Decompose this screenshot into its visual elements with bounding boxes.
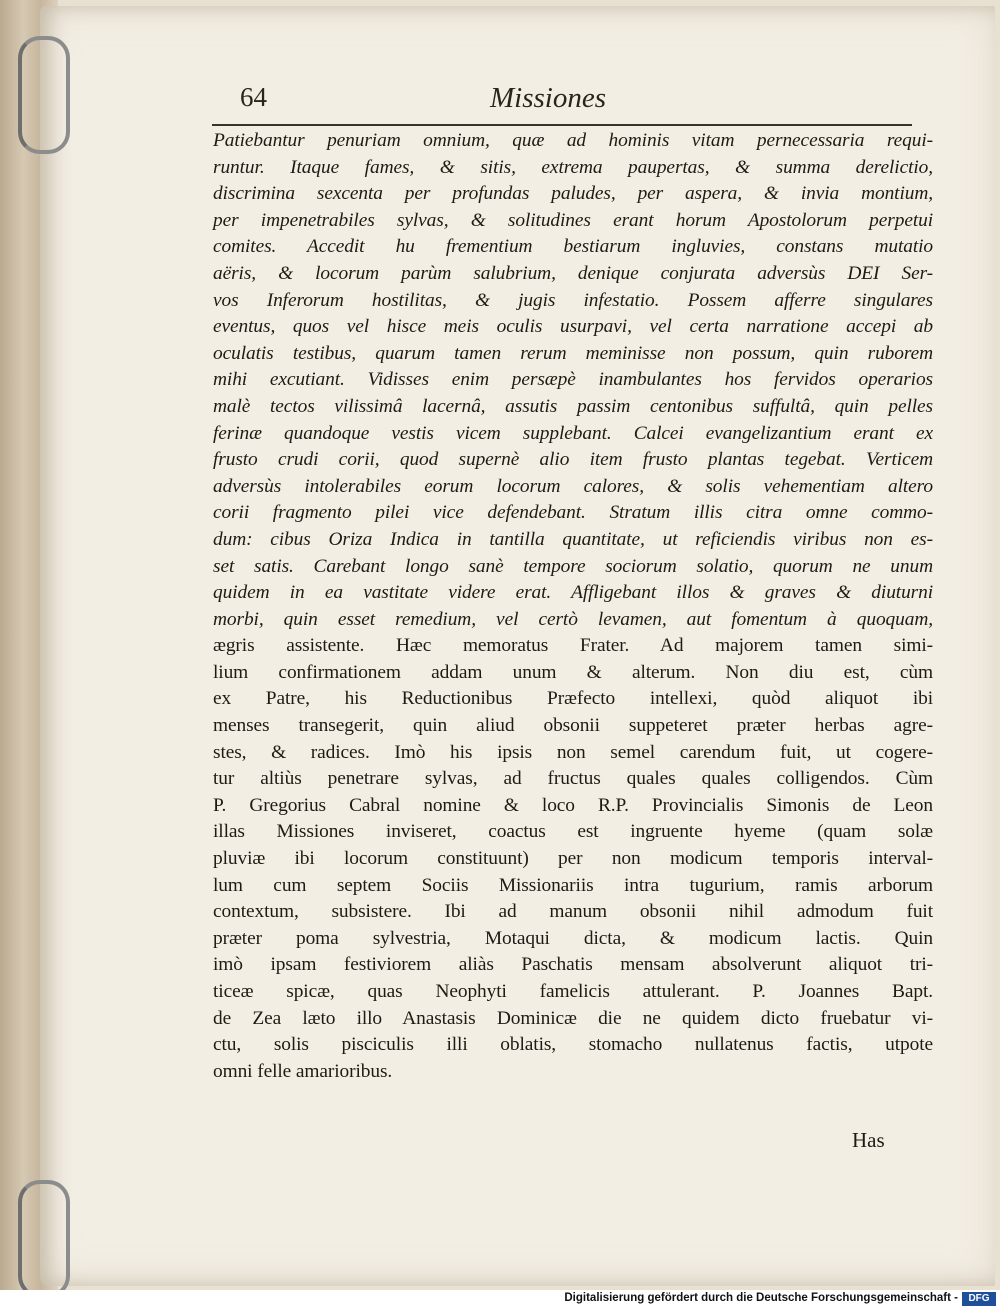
text-line: ferinæ quandoque vestis vicem supplebant. Calcei evangelizantium erant ex — [213, 422, 933, 444]
text-line: de Zea læto illo Anastasis Dominicæ die ne quidem dicto fruebatur vi- — [213, 1007, 933, 1029]
text-line: lum cum septem Sociis Missionariis intra tugurium, ramis arborum — [213, 874, 933, 896]
paper-clip-bottom — [18, 1180, 70, 1298]
text-line: ex Patre, his Reductionibus Præfecto intellexi, quòd aliquot ibi — [213, 688, 933, 710]
text-line: quidem in ea vastitate videre erat. Affligebant illos & graves & diuturni — [213, 582, 933, 604]
header-rule — [212, 124, 912, 126]
text-line: discrimina sexcenta per profundas paludes, per aspera, & invia montium, — [213, 183, 933, 205]
funding-credit: Digitalisierung gefördert durch die Deutsche Forschungsgemeinschaft - — [564, 1292, 958, 1304]
text-line: dum: cibus Oriza Indica in tantilla quantitate, ut reficiendis viribus non es- — [213, 528, 933, 550]
text-line: ticeæ spicæ, quas Neophyti famelicis attulerant. P. Joannes Bapt. — [213, 981, 933, 1002]
text-line: tur altiùs penetrare sylvas, ad fructus quales quales colligendos. Cùm — [213, 768, 933, 790]
page-number: 64 — [240, 82, 267, 112]
running-head — [240, 82, 930, 126]
text-line: stes, & radices. Imò his ipsis non semel carendum fuit, ut cogere- — [213, 741, 933, 763]
text-line: runtur. Itaque fames, & sitis, extrema paupertas, & summa derelictio, — [213, 156, 933, 178]
body-text — [213, 128, 933, 1085]
paper-clip-top — [18, 36, 70, 154]
text-line: lium confirmationem addam unum & alterum. Non diu est, cùm — [213, 661, 933, 683]
text-line: præter poma sylvestria, Motaqui dicta, & modicum lactis. Quin — [213, 927, 933, 949]
text-line: pluviæ ibi locorum constituunt) per non modicum temporis interval- — [213, 848, 933, 870]
text-line: aëris, & locorum parùm salubrium, denique conjurata adversùs DEI Ser- — [213, 262, 933, 284]
text-line: mihi excutiant. Vidisses enim persæpè inambulantes hos fervidos operarios — [213, 369, 933, 391]
text-line: vos Inferorum hostilitas, & jugis infestatio. Possem afferre singulares — [213, 289, 933, 311]
text-line: Patiebantur penuriam omnium, quæ ad hominis vitam pernecessaria requi- — [213, 130, 933, 151]
text-line: menses transegerit, quin aliud obsonii suppeteret præter herbas agre- — [213, 715, 933, 737]
text-line: eventus, quos vel hisce meis oculis usurpavi, vel certa narratione accepi ab — [213, 316, 933, 338]
footer-bar — [0, 1290, 1000, 1309]
catchword: Has — [852, 1128, 885, 1152]
text-line: adversùs intolerabiles eorum locorum calores, & solis vehementiam altero — [213, 475, 933, 497]
text-line: malè tectos vilissimâ lacernâ, assutis passim centonibus suffultâ, quin pelles — [213, 395, 933, 417]
text-line: corii fragmento pilei vice defendebant. Stratum illis citra omne commo- — [213, 502, 933, 524]
text-line: oculatis testibus, quarum tamen rerum meminisse non possum, quin ruborem — [213, 342, 933, 364]
dfg-logo: DFG — [962, 1292, 996, 1306]
text-line: omni felle amarioribus. — [213, 1060, 393, 1082]
text-line: comites. Accedit hu frementium bestiarum ingluvies, constans mutatio — [213, 236, 933, 258]
text-line: set satis. Carebant longo sanè tempore sociorum solatio, quorum ne unum — [213, 555, 933, 577]
running-title: Missiones — [490, 82, 606, 114]
text-line: ctu, solis pisciculis illi oblatis, stomacho nullatenus factis, utpote — [213, 1034, 933, 1056]
text-line: per impenetrabiles sylvas, & solitudines erant horum Apostolorum perpetui — [213, 209, 933, 231]
text-line: P. Gregorius Cabral nomine & loco R.P. Provincialis Simonis de Leon — [213, 794, 933, 816]
text-line: ægris assistente. Hæc memoratus Frater. Ad majorem tamen simi- — [213, 635, 933, 657]
text-line: contextum, subsistere. Ibi ad manum obsonii nihil admodum fuit — [213, 901, 933, 923]
text-line: morbi, quin esset remedium, vel certò levamen, aut fomentum à quoquam, — [213, 608, 933, 630]
text-line: imò ipsam festiviorem aliàs Paschatis mensam absolverunt aliquot tri- — [213, 954, 933, 976]
text-line: illas Missiones inviseret, coactus est ingruente hyeme (quam solæ — [213, 821, 933, 843]
text-line: frusto crudi corii, quod supernè alio item frusto plantas tegebat. Verticem — [213, 449, 933, 471]
